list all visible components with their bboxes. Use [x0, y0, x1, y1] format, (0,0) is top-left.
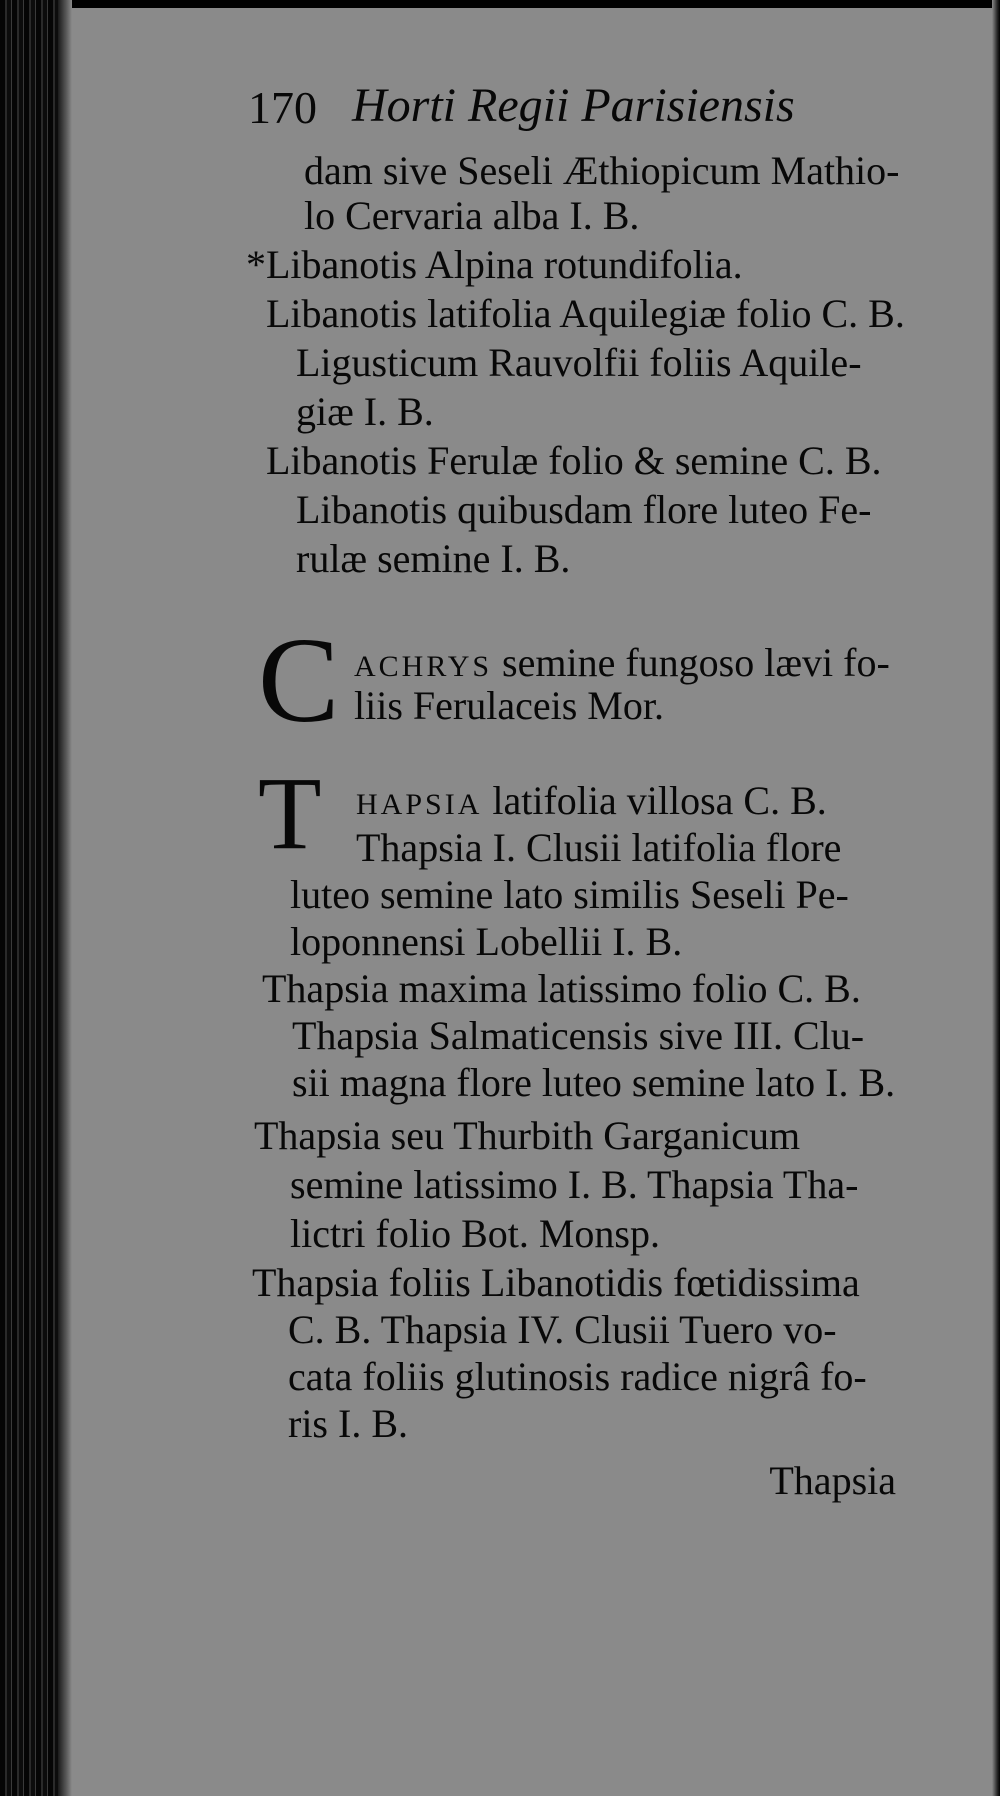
text-line: Thapsia maxima latissimo folio C. B. — [262, 966, 861, 1011]
text-line: *Libanotis Alpina rotundifolia. — [246, 242, 743, 287]
text-line: loponnensi Lobellii I. B. — [290, 919, 683, 964]
text-line: rulæ semine I. B. — [296, 536, 571, 581]
page-right-edge — [992, 0, 1000, 1796]
text-line: giæ I. B. — [296, 389, 434, 434]
text-line: Libanotis quibusdam flore luteo Fe- — [296, 487, 872, 532]
text-line: Thapsia I. Clusii latifolia flore — [356, 825, 842, 870]
text-line: semine latissimo I. B. Thapsia Tha- — [290, 1162, 859, 1207]
drop-cap-c: C — [258, 613, 340, 748]
text-line: lo Cervaria alba I. B. — [304, 193, 640, 238]
text-line: C. B. Thapsia IV. Clusii Tuero vo- — [288, 1307, 837, 1352]
drop-cap-t: T — [258, 756, 322, 871]
text-line: liis Ferulaceis Mor. — [354, 683, 664, 728]
text-line: Thapsia foliis Libanotidis fœtidissima — [252, 1260, 860, 1305]
text-span: semine fungoso lævi fo- — [502, 640, 890, 685]
text-line: dam sive Seseli Æthiopicum Mathio- — [304, 148, 900, 193]
text-line: ris I. B. — [288, 1401, 408, 1446]
catchword: Thapsia — [769, 1458, 896, 1503]
running-title: Horti Regii Parisiensis — [352, 79, 795, 132]
text-line: luteo semine lato similis Seseli Pe- — [290, 872, 849, 917]
text-line: Libanotis Ferulæ folio & semine C. B. — [266, 438, 882, 483]
text-line: cata foliis glutinosis radice nigrâ fo- — [288, 1354, 867, 1399]
text-line: Libanotis latifolia Aquilegiæ folio C. B. — [266, 291, 905, 336]
small-caps-word: ACHRYS — [354, 650, 493, 683]
text-line: Thapsia Salmaticensis sive III. Clu- — [292, 1013, 865, 1058]
page-number: 170 — [248, 82, 317, 133]
text-span: latifolia villosa C. B. — [492, 778, 827, 823]
small-caps-word: HAPSIA — [356, 788, 483, 821]
book-binding — [0, 0, 58, 1796]
text-line: lictri folio Bot. Monsp. — [290, 1211, 660, 1256]
text-line — [356, 778, 827, 828]
binding-shadow — [58, 0, 72, 1796]
text-line: sii magna flore luteo semine lato I. B. — [292, 1060, 896, 1105]
text-line: Ligusticum Rauvolfii foliis Aquile- — [296, 340, 862, 385]
text-line: Thapsia seu Thurbith Garganicum — [254, 1113, 801, 1158]
scan-top-edge — [0, 0, 1000, 8]
